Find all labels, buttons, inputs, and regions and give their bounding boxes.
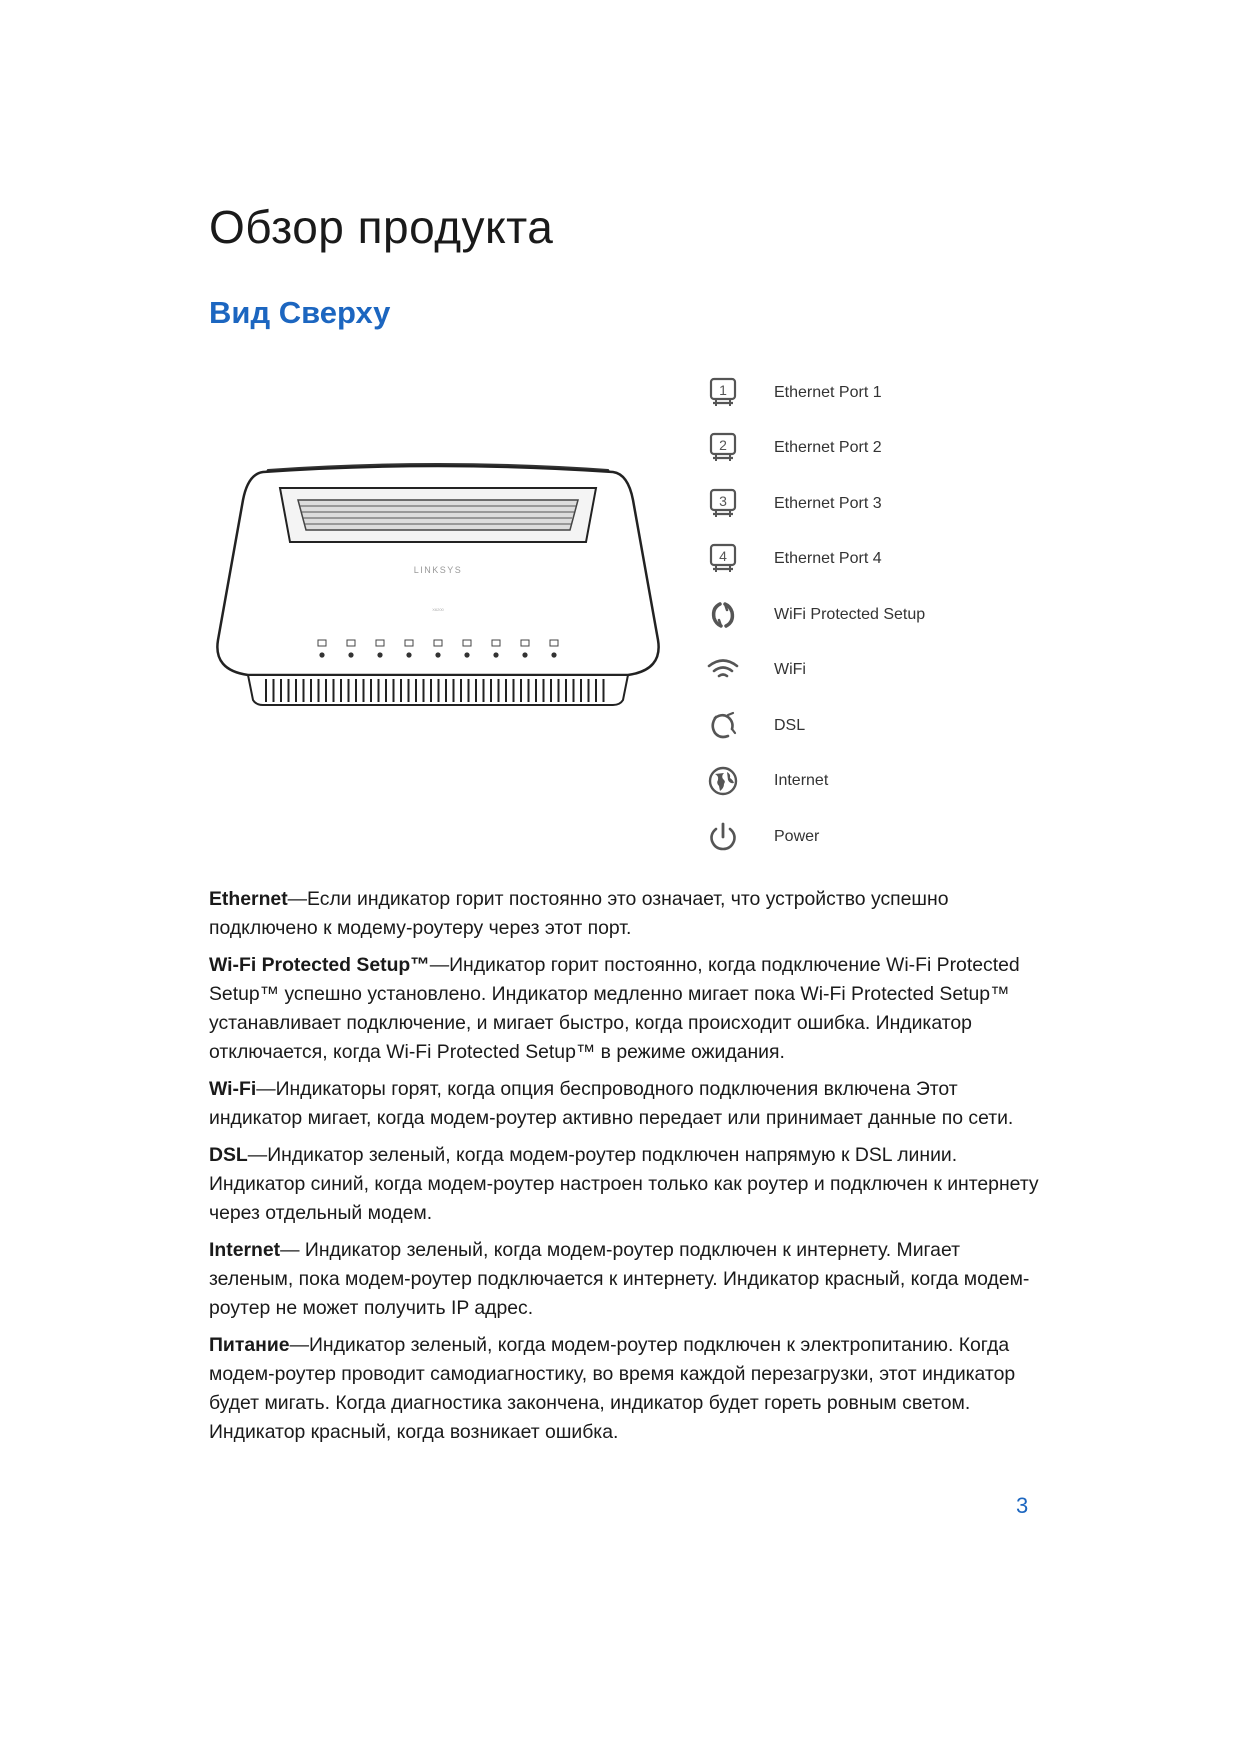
legend-label: WiFi Protected Setup <box>774 605 926 623</box>
legend-item-ethernet-port-2 <box>706 421 1006 477</box>
description-internet: Internet— Индикатор зеленый, когда модем-роутер подключен к интернету. Мигает зеленым, пока модем-роутер подключается к интернету. Индикатор красный, когда модем-роутер не может получить IP адрес. <box>209 1239 1030 1319</box>
description-power: Питание—Индикатор зеленый, когда модем-роутер подключен к электропитанию. Когда модем-роутер проводит самодиагностику, во время каждой перезагрузки, этот индикатор будет мигать. Когда диагностика закончена, индикатор будет гореть ровным светом. Индикатор красный, когда возникает ошибка. <box>209 1334 1016 1443</box>
ethernet-port-3-icon <box>706 487 740 521</box>
wifi-icon <box>706 653 740 687</box>
legend-label: Power <box>774 827 820 845</box>
page-number: 3 <box>1016 1493 1029 1518</box>
legend-label: Ethernet Port 1 <box>774 383 882 401</box>
router-led <box>464 652 469 657</box>
legend-item-ethernet-port-4 <box>706 532 1006 588</box>
description-wps: Wi-Fi Protected Setup™—Индикатор горит постоянно, когда подключение Wi-Fi Protected Setup™ успешно установлено. Индикатор медленно мигает пока Wi-Fi Protected Setup™ устанавливает подключение, и мигает быстро, когда происходит ошибка. Индикатор отключается, когда Wi-Fi Protected Setup™ в режиме ожидания. <box>209 954 1020 1063</box>
legend-label: Internet <box>774 772 829 790</box>
router-led <box>377 652 382 657</box>
indicator-legend <box>706 365 1006 865</box>
router-led <box>551 652 556 657</box>
router-led <box>348 652 353 657</box>
wps-icon <box>706 598 740 632</box>
internet-globe-icon <box>706 764 740 798</box>
ethernet-port-4-icon <box>706 542 740 576</box>
router-top-view-illustration <box>208 460 668 735</box>
router-model-text: X6200 <box>432 607 444 612</box>
description-wifi: Wi-Fi—Индикаторы горят, когда опция беспроводного подключения включена Этот индикатор мигает, когда модем-роутер активно передает или принимает данные по сети. <box>209 1078 1014 1129</box>
legend-item-ethernet-port-1 <box>706 365 1006 421</box>
legend-label: DSL <box>774 716 806 734</box>
router-led <box>493 652 498 657</box>
page-title: Обзор продукта <box>209 201 554 253</box>
svg-text:3: 3 <box>719 492 727 509</box>
legend-item-power <box>706 809 1006 865</box>
description-ethernet: Ethernet—Если индикатор горит постоянно это означает, что устройство успешно подключено к модему-роутеру через этот порт. <box>209 888 949 939</box>
svg-text:4: 4 <box>719 548 727 565</box>
section-title: Вид Сверху <box>209 295 391 330</box>
legend-item-ethernet-port-3 <box>706 476 1006 532</box>
power-icon <box>706 820 740 854</box>
legend-item-dsl <box>706 698 1006 754</box>
dsl-icon <box>706 709 740 743</box>
legend-item-wifi <box>706 643 1006 699</box>
svg-text:2: 2 <box>719 437 727 454</box>
router-led <box>319 652 324 657</box>
description-dsl: DSL—Индикатор зеленый, когда модем-роутер подключен напрямую к DSL линии. Индикатор синий, когда модем-роутер настроен только как роутер и подключен к интернету через отдельный модем. <box>209 1144 1039 1224</box>
router-led <box>522 652 527 657</box>
legend-label: Ethernet Port 4 <box>774 550 882 568</box>
legend-label: WiFi <box>774 661 806 679</box>
ethernet-port-2-icon <box>706 431 740 465</box>
legend-label: Ethernet Port 2 <box>774 439 882 457</box>
legend-item-wps <box>706 587 1006 643</box>
router-led <box>435 652 440 657</box>
legend-item-internet <box>706 754 1006 810</box>
indicator-descriptions <box>209 885 1039 1455</box>
ethernet-port-1-icon <box>706 376 740 410</box>
router-led <box>406 652 411 657</box>
legend-label: Ethernet Port 3 <box>774 494 882 512</box>
router-brand-text: LINKSYS <box>413 565 463 575</box>
svg-text:1: 1 <box>719 381 727 398</box>
